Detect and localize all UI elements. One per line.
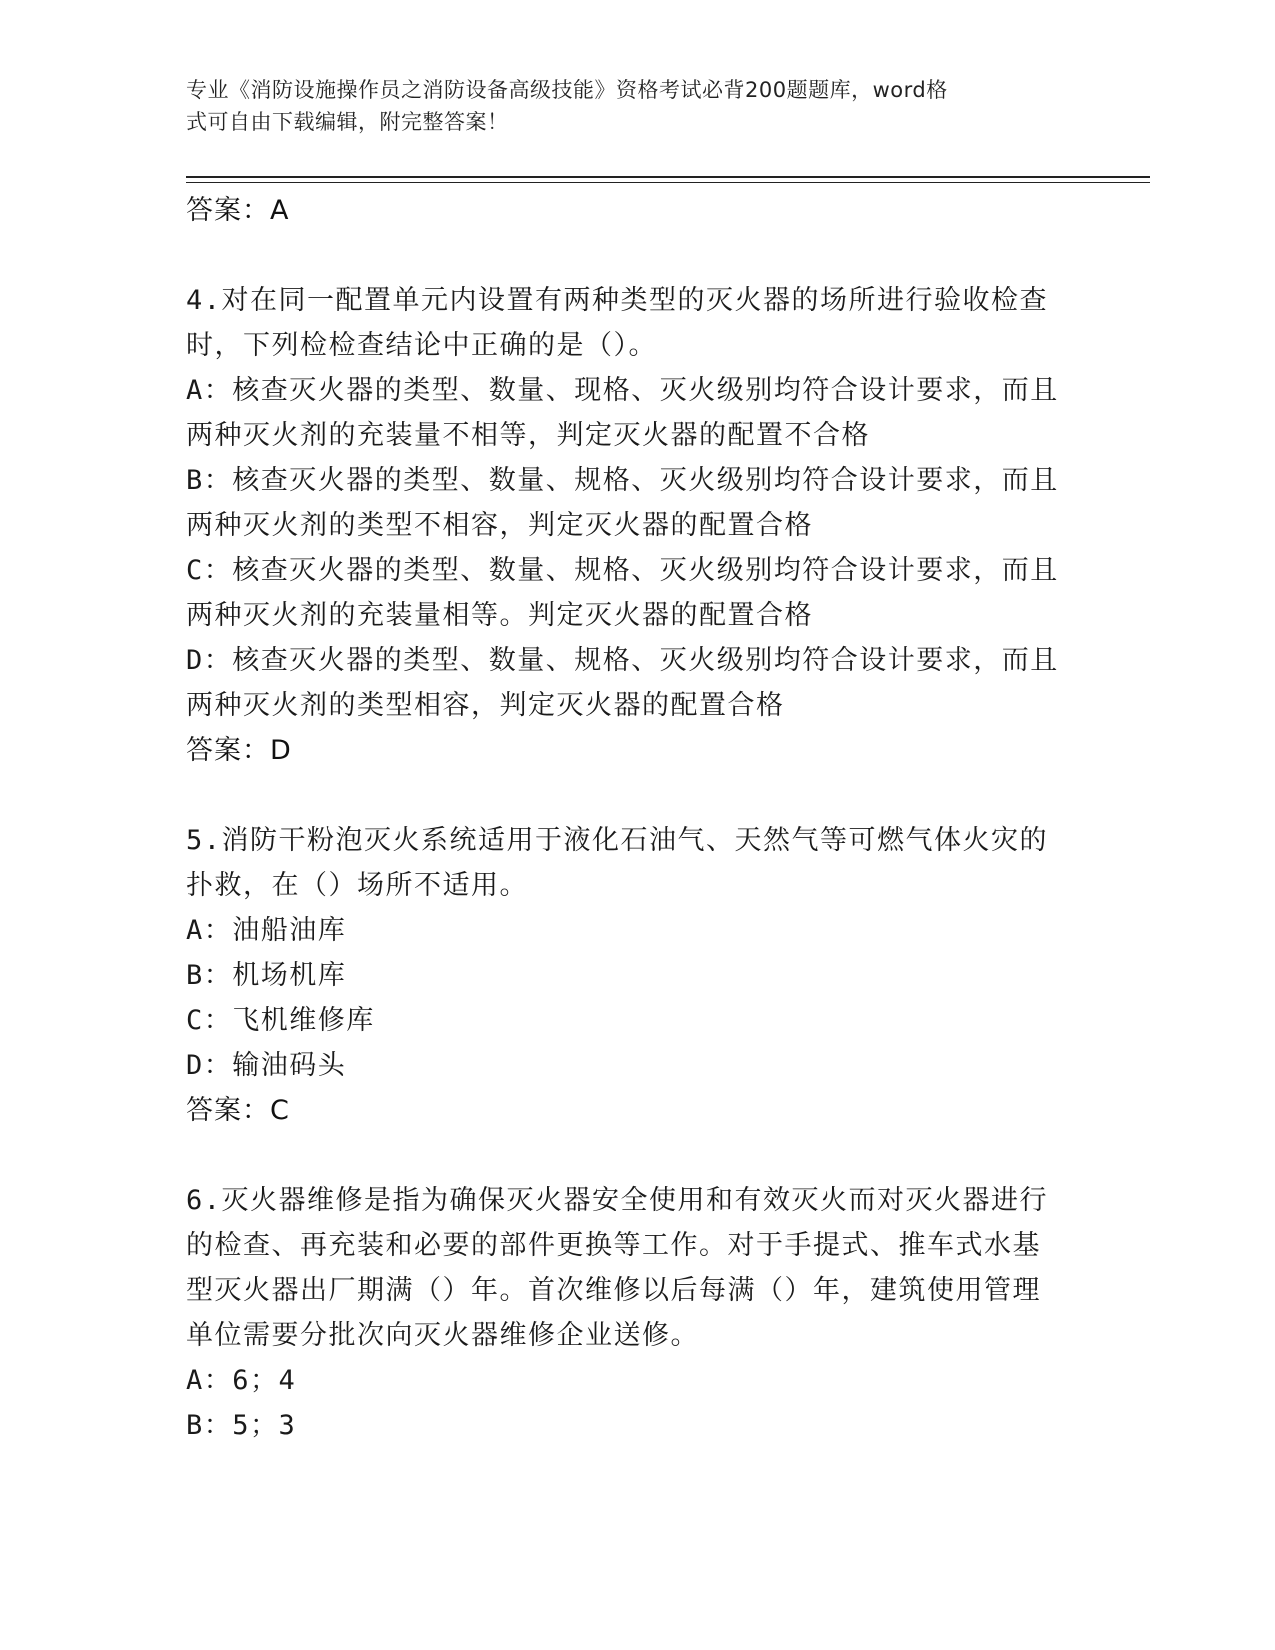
question-4-option-a-line-1: A：核查灭火器的类型、数量、现格、灭火级别均符合设计要求，而且: [186, 375, 1059, 406]
question-4-option-c-line-1: C：核查灭火器的类型、数量、规格、灭火级别均符合设计要求，而且: [186, 555, 1059, 586]
question-4-option-d-line-2: 两种灭火剂的类型相容，判定灭火器的配置合格: [186, 690, 785, 721]
question-4-option-c-line-2: 两种灭火剂的充装量相等。判定灭火器的配置合格: [186, 600, 813, 631]
document-header: [186, 74, 1066, 138]
header-line-1: 专业《消防设施操作员之消防设备高级技能》资格考试必背200题题库，word格: [186, 78, 948, 102]
header-divider-thin: [186, 182, 1150, 183]
header-divider-thick: [186, 176, 1150, 178]
question-5-option-d: D：输油码头: [186, 1050, 347, 1081]
question-5-option-b: B：机场机库: [186, 960, 347, 991]
question-6-option-a: A：6；4: [186, 1365, 297, 1396]
question-5: [186, 818, 1086, 1133]
question-6-option-b: B：5；3: [186, 1410, 297, 1441]
question-4-stem-line-2: 时，下列检检查结论中正确的是（）。: [186, 330, 657, 361]
question-4-option-d-line-1: D：核查灭火器的类型、数量、规格、灭火级别均符合设计要求，而且: [186, 645, 1059, 676]
spacer: [186, 233, 1086, 278]
question-content: [186, 188, 1086, 1448]
question-5-option-c: C：飞机维修库: [186, 1005, 375, 1036]
question-6-stem-line-3: 型灭火器出厂期满（）年。首次维修以后每满（）年，建筑使用管理: [186, 1275, 1041, 1306]
question-5-answer: 答案：C: [186, 1095, 290, 1126]
question-6: [186, 1178, 1086, 1448]
question-5-stem-line-2: 扑救，在（）场所不适用。: [186, 870, 528, 901]
question-6-stem-line-2: 的检查、再充装和必要的部件更换等工作。对于手提式、推车式水基: [186, 1230, 1041, 1261]
header-line-2: 式可自由下载编辑，附完整答案！: [186, 110, 509, 134]
question-6-stem-line-1: 6.灭火器维修是指为确保灭火器安全使用和有效灭火而对灭火器进行: [186, 1185, 1049, 1216]
question-6-stem-line-4: 单位需要分批次向灭火器维修企业送修。: [186, 1320, 699, 1351]
question-5-option-a: A：油船油库: [186, 915, 347, 946]
question-5-stem-line-1: 5.消防干粉泡灭火系统适用于液化石油气、天然气等可燃气体火灾的: [186, 825, 1049, 856]
question-4-answer: 答案：D: [186, 735, 292, 766]
spacer: [186, 1133, 1086, 1178]
question-4-option-b-line-1: B：核查灭火器的类型、数量、规格、灭火级别均符合设计要求，而且: [186, 465, 1059, 496]
question-4-option-b-line-2: 两种灭火剂的类型不相容，判定灭火器的配置合格: [186, 510, 813, 541]
answer-previous: 答案：A: [186, 195, 290, 226]
question-4: [186, 278, 1086, 773]
question-4-stem-line-1: 4.对在同一配置单元内设置有两种类型的灭火器的场所进行验收检查: [186, 285, 1049, 316]
spacer: [186, 773, 1086, 818]
question-4-option-a-line-2: 两种灭火剂的充装量不相等，判定灭火器的配置不合格: [186, 420, 870, 451]
